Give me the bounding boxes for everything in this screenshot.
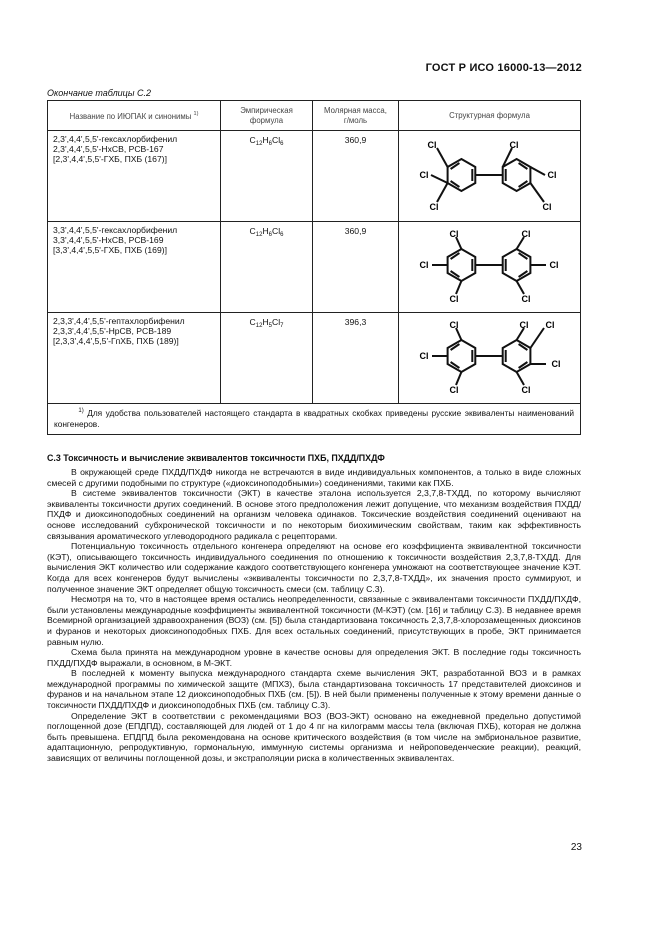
svg-text:Cl: Cl (449, 294, 458, 304)
svg-text:Cl: Cl (549, 260, 558, 270)
body-text (47, 467, 581, 764)
table-footnote-row (48, 404, 581, 435)
compound-name: 2,3',4,4',5,5'-гексахлорбифенил 2,3',4,4',5,5'-НхСВ, PCB-167 [2,3',4,4',5,5'-ГХБ, ПХБ (167)] (48, 131, 221, 222)
structural-formula (399, 131, 581, 222)
svg-text:Cl: Cl (429, 202, 438, 212)
svg-text:Cl: Cl (419, 170, 428, 180)
svg-text:Cl: Cl (521, 294, 530, 304)
table-row (48, 131, 581, 222)
molar-mass: 396,3 (313, 313, 399, 404)
table-header-row (48, 101, 581, 131)
molar-mass: 360,9 (313, 222, 399, 313)
header-structure: Структурная формула (399, 101, 581, 131)
svg-text:Cl: Cl (449, 385, 458, 395)
empirical-formula: $C_{12}H_6Cl_6$ (221, 131, 313, 222)
svg-text:Cl: Cl (427, 140, 436, 150)
compounds-table (47, 100, 581, 435)
svg-text:Cl: Cl (519, 320, 528, 330)
paragraph: В последней к моменту выпуска международного стандарта схеме вычисления ЭКТ, разработанной ВОЗ и в рамках международной программы по химической защите (МПХЗ), была стандартизована токсичность 17 представителей диоксинов и фуранов и на начальном этапе 12 диоксиноподобных ПХБ (см. [5]). В ней были применены полученные к этому времени данные о токсичности ПХДД/ПХДФ и диоксиноподобных ПХБ (см. таблицу С.3). (47, 668, 581, 711)
table-row (48, 313, 581, 404)
svg-text:Cl: Cl (551, 359, 560, 369)
page-number: 23 (570, 842, 582, 853)
svg-text:Cl: Cl (521, 385, 530, 395)
header-name: Название по ИЮПАК и синонимы $^{1)}$ (48, 101, 221, 131)
paragraph: В системе эквивалентов токсичности (ЭКТ) в качестве эталона используется 2,3,7,8-ТХДД, по которому вычисляют эквиваленты токсичности других соединений. В основе этого предположения лежит допущение, что механизм воздействия ПХДД/ПХДФ и диоксиноподобных соединений на организм человека одинаков. Токсические воздействия соединений оценивают на основе исследований субхронической токсичности и по некоторым биохимическим свойствам, таким как эффективность связывания ароматического углеводородного радикала с рецепторами. (47, 488, 581, 541)
table-footnote: $^{1)}$ Для удобства пользователей настоящего стандарта в квадратных скобках приведены русские эквиваленты наименований конгенеров. (48, 404, 581, 435)
svg-text:Cl: Cl (547, 170, 556, 180)
svg-text:Cl: Cl (419, 260, 428, 270)
header-formula: Эмпирическая формула (221, 101, 313, 131)
paragraph: Определение ЭКТ в соответствии с рекомендациями ВОЗ (ВОЗ-ЭКТ) основано на ежедневной предельно допустимой поглощенной дозе (ЕПДПД), составляющей для людей от 1 до 4 пг на килограмм массы тела (включая ПХБ), которая не должна быть превышена. ЕПДПД была рекомендована на основе критического воздействия (в том числе на эмбриональное развитие, адаптационную, репродуктивную, гормональную, иммунную системы организма и нейроповеденческие реакции), реакций, зависящих от величины поглощенной дозы, и экстраполяции риска в количественных эквивалентах. (47, 710, 581, 764)
pcb-167-structure (404, 131, 576, 217)
svg-text:Cl: Cl (419, 351, 428, 361)
paragraph: В окружающей среде ПХДД/ПХДФ никогда не встречаются в виде индивидуальных компонентов, а только в виде сложных смесей с другими подобными по структуре («диоксиноподобными») соединениями, такими как ПХБ. (47, 467, 581, 488)
svg-text:Cl: Cl (521, 229, 530, 239)
pcb-189-structure (404, 313, 576, 399)
document-header: ГОСТ Р ИСО 16000-13—2012 (425, 62, 582, 74)
header-mass: Молярная масса, г/моль (313, 101, 399, 131)
paragraph: Схема была принята на международном уровне в качестве основы для определения ЭКТ. В последние годы токсичность ПХДД/ПХДФ выражали, в основном, в М-ЭКТ. (47, 647, 581, 668)
paragraph: Несмотря на то, что в настоящее время остались неопределенности, связанные с эквивалентами токсичности ПХДД/ПХДФ, были установлены международные коэффициенты эквивалентной токсичности (М-КЭТ) (см. [16] и таблицу С.3). В недавнее время Всемирной организацией здравоохранения (ВОЗ) (см. [5]) была стандартизована токсичность 2,3,7,8-хлорозамещенных диоксинов и фуранов и некоторых диоксиноподобных ПХБ. Для всех остальных соединений, присутствующих в пробе, ЭКТ принимается равным нулю. (47, 594, 581, 647)
empirical-formula: $C_{12}H_5Cl_7$ (221, 313, 313, 404)
paragraph: Потенциальную токсичность отдельного конгенера определяют на основе его коэффициента эквивалентной токсичности (КЭТ), описывающего токсичность индивидуального соединения по отношению к токсичности воздействия 2,3,7,8-ТХДД. Для вычисления ЭКТ количество или содержание каждого соответствующего конгенера умножают на соответствующее значение КЭТ. Когда для всех конгенеров будут вычислены «эквиваленты токсичности по 2,3,7,8-ТХДД», их значения просто суммируют, и полученное значение ЭКТ определяет общую токсичность смеси (см. таблицу С.3). (47, 541, 581, 594)
svg-text:Cl: Cl (449, 320, 458, 330)
pcb-169-structure (404, 222, 576, 308)
svg-text:Cl: Cl (542, 202, 551, 212)
table-row (48, 222, 581, 313)
structural-formula (399, 222, 581, 313)
molar-mass: 360,9 (313, 131, 399, 222)
structural-formula (399, 313, 581, 404)
svg-text:Cl: Cl (449, 229, 458, 239)
section-title: С.3 Токсичность и вычисление эквивалентов токсичности ПХБ, ПХДД/ПХДФ (47, 453, 385, 463)
svg-text:Cl: Cl (545, 320, 554, 330)
empirical-formula: $C_{12}H_6Cl_6$ (221, 222, 313, 313)
table-caption: Окончание таблицы С.2 (47, 88, 151, 98)
compound-name: 3,3',4,4',5,5'-гексахлорбифенил 3,3',4,4',5,5'-НхСВ, PCB-169 [3,3',4,4',5,5'-ГХБ, ПХБ (169)] (48, 222, 221, 313)
compound-name: 2,3,3',4,4',5,5'-гептахлорбифенил 2,3,3',4,4',5,5'-НрСВ, PCB-189 [2,3,3',4,4',5,5'-ГпХБ, ПХБ (189)] (48, 313, 221, 404)
svg-text:Cl: Cl (509, 140, 518, 150)
